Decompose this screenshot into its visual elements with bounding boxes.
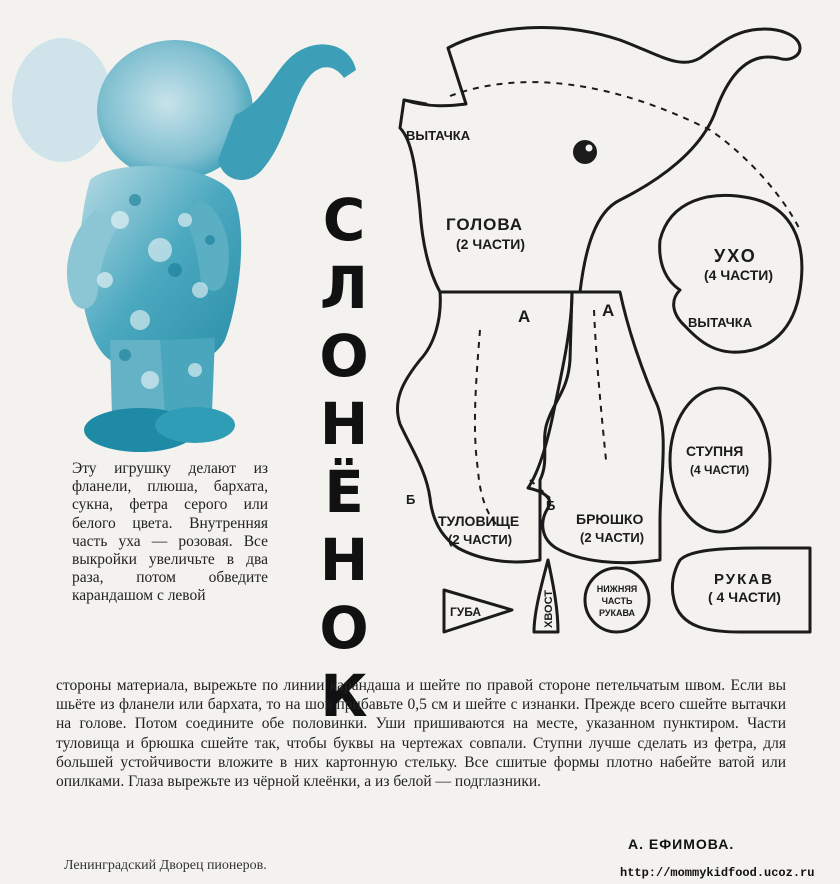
article-text-body: стороны материала, вырежьте по линии карандаша и шейте по правой стороне петельчатым швом. Если вы шьёте из фланели или бархата, то на шов прибавьте 0,5 см и шейте с изнанки. Прежде всего сшейте вытачки на голове. Потом соедините обе половинки. Уши пришиваются на месте, указанном пунктиром. Части туловища и брюшка сшейте так, чтобы буквы на чертежах совпали. Ступни лучше сделать из фетра, для большей устойчивости вложите в них картонную стельку. Все сшитые формы плотно набейте ватой или опилками. Глаза вырежьте из чёрной клеёнки, а из белой — подглазники. <box>56 677 786 791</box>
tail-label: ХВОСТ <box>543 590 555 628</box>
ear-count: (4 ЧАСТИ) <box>704 267 773 283</box>
article-author: А. ЕФИМОВА. <box>628 836 735 852</box>
head-count: (2 ЧАСТИ) <box>456 236 525 252</box>
mark-b-right: Б <box>546 498 556 513</box>
dart-ear-label: ВЫТАЧКА <box>688 315 753 330</box>
body-label: ТУЛОВИЩЕ <box>438 513 520 529</box>
sewing-pattern <box>380 0 840 650</box>
title-letter: О <box>319 594 369 662</box>
title-letter: Н <box>319 390 369 458</box>
dart-head-label: ВЫТАЧКА <box>406 128 471 143</box>
lip-label: ГУБА <box>450 605 482 619</box>
title-letter: С <box>322 186 366 254</box>
foot-label: СТУПНЯ <box>686 443 744 459</box>
title-vertical <box>312 186 376 730</box>
body-count: (2 ЧАСТИ) <box>448 532 513 547</box>
sleeve-bottom-line-1: НИЖНЯЯ <box>596 584 638 594</box>
eye-mark <box>573 140 597 164</box>
belly-count: (2 ЧАСТИ) <box>580 530 645 545</box>
article-text-column: Эту игрушку делают из фланели, плюша, бархата, сукна, фетра серого или белого цвета. Внутренняя часть уха — розовая. Все выкройки увеличьте в два раза, потом обведите карандашом с левой <box>72 460 268 605</box>
mark-a-right: А <box>602 301 615 320</box>
sleeve-label: РУКАВ <box>714 571 774 588</box>
toy-right-foot <box>155 407 235 443</box>
title-letter: Н <box>319 526 369 594</box>
head-label: ГОЛОВА <box>446 215 524 234</box>
ear-label: УХО <box>714 246 757 266</box>
foot-count: (4 ЧАСТИ) <box>690 463 750 477</box>
toy-ear <box>12 38 112 162</box>
belly-label: БРЮШКО <box>576 511 644 527</box>
sleeve-count: ( 4 ЧАСТИ) <box>708 589 781 605</box>
title-letter: О <box>319 322 369 390</box>
foot-piece <box>670 388 770 532</box>
sleeve-bottom-line-2: ЧАСТЬ <box>601 596 633 606</box>
title-letter: Ё <box>324 458 364 526</box>
sleeve-bottom-line-3: РУКАВА <box>598 608 636 618</box>
mark-a-left: А <box>518 307 531 326</box>
mark-b-left: Б <box>406 492 416 507</box>
article-source: Ленинградский Дворец пионеров. <box>64 858 267 873</box>
title-letter: К <box>320 662 368 730</box>
watermark-url: http://mommykidfood.ucoz.ru <box>620 866 815 880</box>
title-letter: Л <box>319 254 369 322</box>
